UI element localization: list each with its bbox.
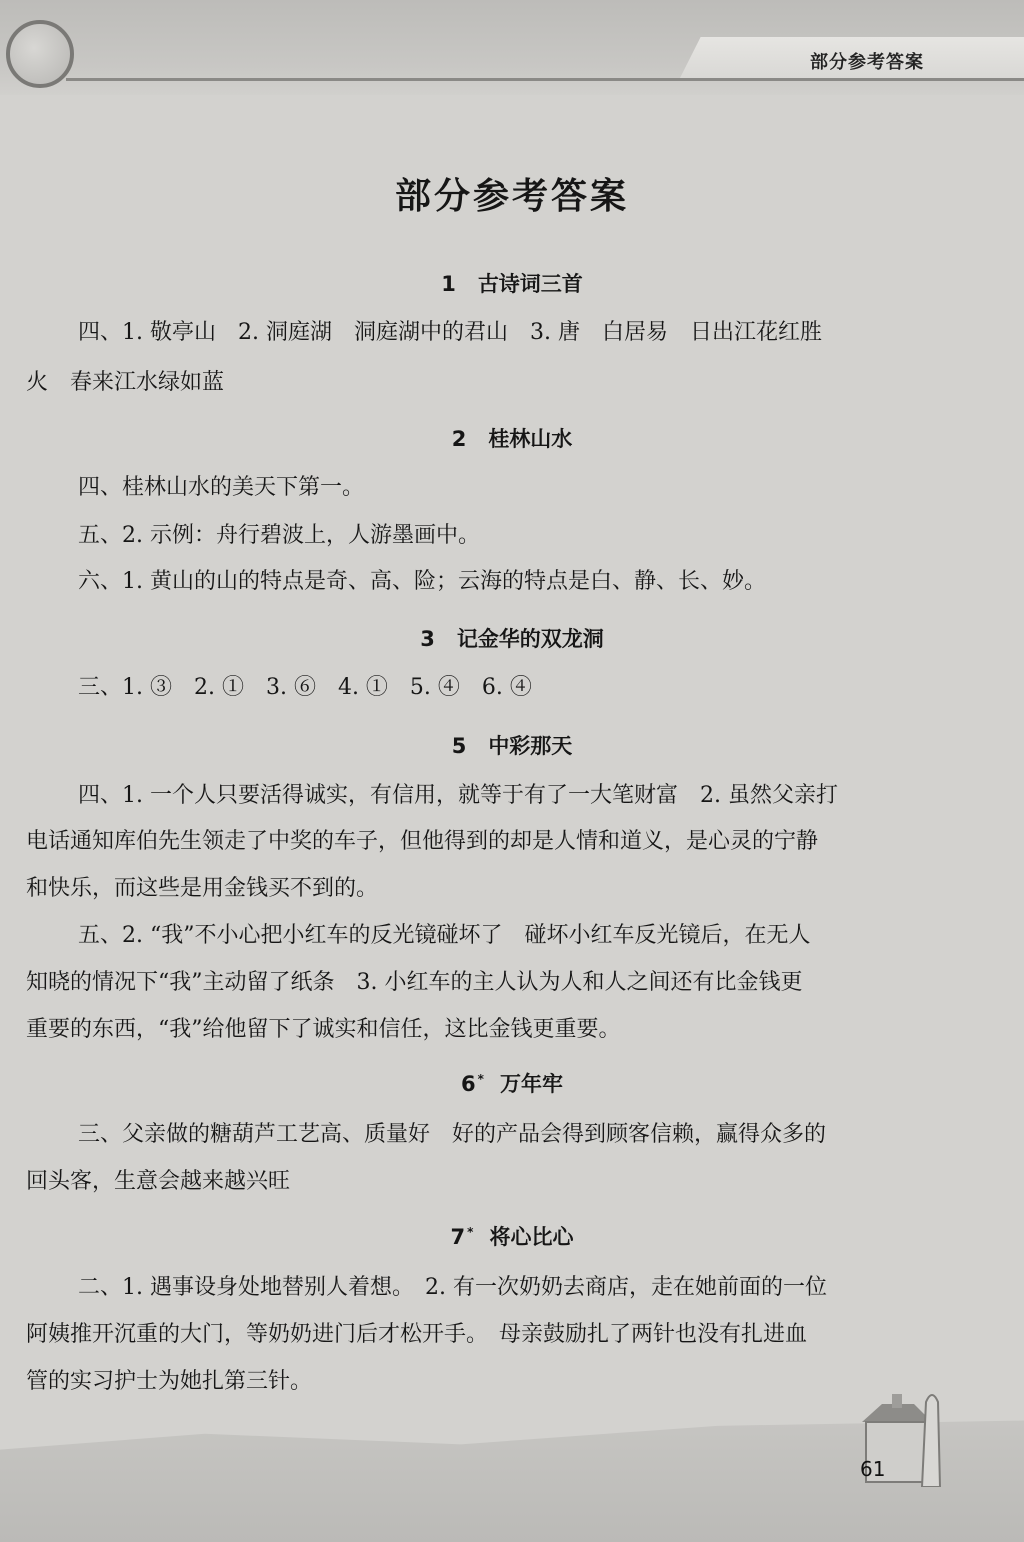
running-header: 部分参考答案	[810, 52, 924, 73]
section-title: 古诗词三首	[477, 272, 583, 296]
section-title: 万年牢	[499, 1072, 563, 1096]
answer-line: 管的实习护士为她扎第三针。	[26, 1369, 313, 1394]
answer-line: 五、2. 示例：舟行碧波上，人游墨画中。	[78, 523, 480, 548]
section-number: 6	[461, 1072, 476, 1096]
answer-line: 和快乐，而这些是用金钱买不到的。	[26, 876, 379, 901]
answer-line: 火 春来江水绿如蓝	[26, 370, 225, 395]
section-heading	[0, 1068, 1024, 1098]
section-title: 记金华的双龙洞	[456, 627, 604, 651]
answer-line: 二、1. 遇事设身处地替别人着想。 2. 有一次奶奶去商店，走在她前面的一位	[78, 1275, 827, 1300]
page-title: 部分参考答案	[394, 176, 629, 217]
answer-line: 五、2. “我”不小心把小红车的反光镜碰坏了 碰坏小红车反光镜后，在无人	[78, 923, 811, 948]
section-star: *	[467, 1225, 474, 1239]
section-number: 3	[420, 627, 435, 651]
section-number: 7	[450, 1225, 466, 1249]
section-heading	[0, 730, 1024, 760]
header-rule	[66, 78, 1024, 81]
answer-line: 电话通知库伯先生领走了中奖的车子，但他得到的却是人情和道义，是心灵的宁静	[26, 829, 819, 854]
answer-line: 知晓的情况下“我”主动留了纸条 3. 小红车的主人认为人和人之间还有比金钱更	[26, 970, 803, 995]
section-heading	[0, 1221, 1024, 1251]
answer-line: 四、1. 敬亭山 2. 洞庭湖 洞庭湖中的君山 3. 唐 白居易 日出江花红胜	[78, 320, 822, 345]
section-title: 桂林山水	[488, 427, 573, 451]
answer-line: 四、桂林山水的美天下第一。	[78, 475, 365, 500]
section-heading	[0, 423, 1024, 453]
section-title: 中彩那天	[488, 734, 573, 758]
answer-line: 阿姨推开沉重的大门，等奶奶进门后才松开手。 母亲鼓励扎了两针也没有扎进血	[26, 1322, 808, 1347]
page-number: 61	[860, 1457, 886, 1481]
answer-line: 六、1. 黄山的山的特点是奇、高、险；云海的特点是白、静、长、妙。	[78, 569, 766, 594]
answer-line: 回头客，生意会越来越兴旺	[26, 1169, 291, 1194]
section-number: 2	[451, 427, 467, 451]
section-star: *	[477, 1072, 484, 1086]
section-heading	[0, 623, 1024, 653]
answer-line: 三、父亲做的糖葫芦工艺高、质量好 好的产品会得到顾客信赖，赢得众多的	[78, 1122, 827, 1147]
answer-line: 三、1. ③ 2. ① 3. ⑥ 4. ① 5. ④ 6. ④	[78, 675, 532, 700]
section-number: 1	[441, 272, 456, 296]
header-circle-ornament	[6, 20, 74, 88]
answer-line: 重要的东西，“我”给他留下了诚实和信任，这比金钱更重要。	[26, 1017, 621, 1042]
section-number: 5	[451, 734, 467, 758]
section-heading	[0, 268, 1024, 298]
answer-line: 四、1. 一个人只要活得诚实，有信用，就等于有了一大笔财富 2. 虽然父亲打	[78, 783, 838, 808]
section-title: 将心比心	[489, 1225, 574, 1249]
